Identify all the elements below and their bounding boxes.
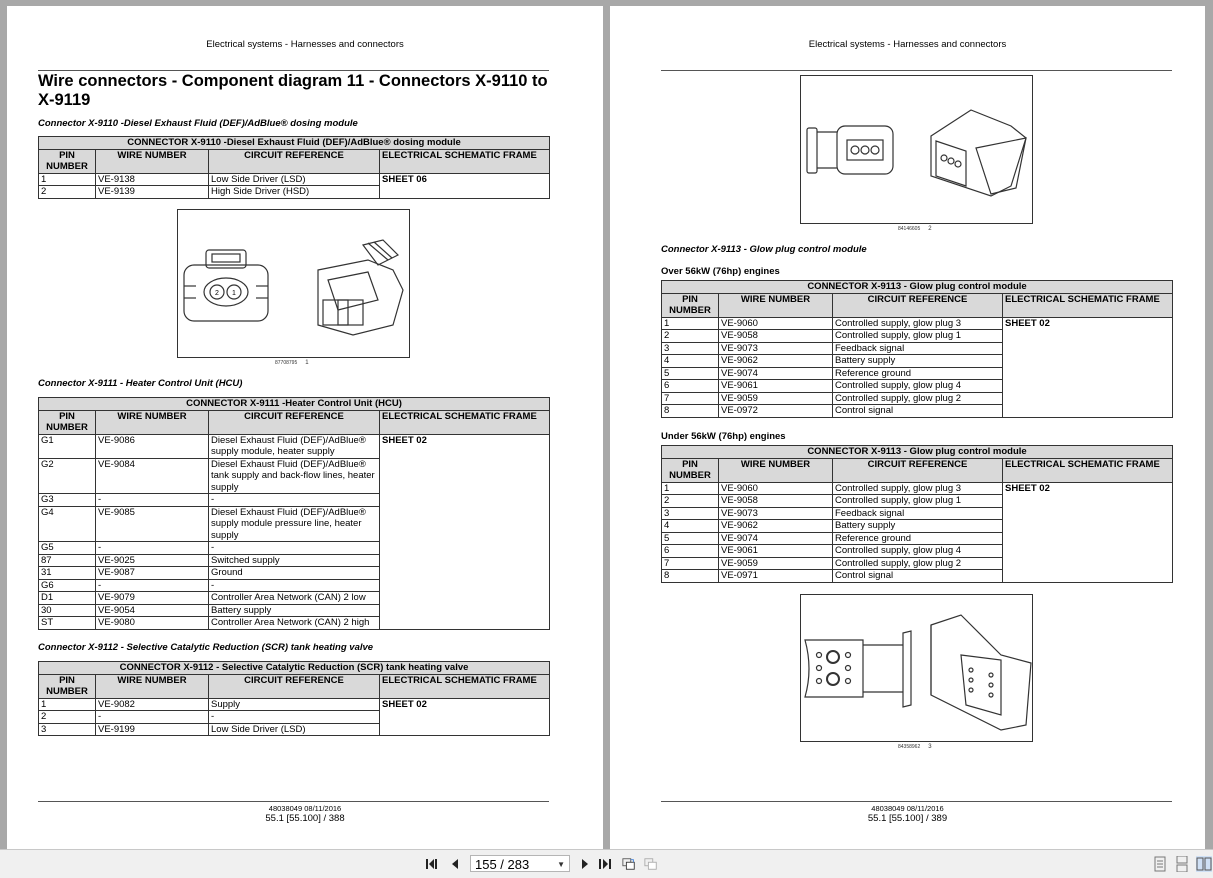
col-header-frame: ELECTRICAL SCHEMATIC FRAME (1003, 458, 1173, 482)
pin-cell: 3 (662, 507, 719, 520)
variant-label-under-56kw: Under 56kW (76hp) engines (661, 431, 786, 442)
pin-cell: G4 (39, 506, 96, 542)
circuit-cell: - (209, 494, 380, 507)
wire-cell: VE-9082 (96, 698, 209, 711)
section-caption-x9111: Connector X-9111 - Heater Control Unit (HCU) (38, 378, 243, 389)
circuit-cell: - (209, 711, 380, 724)
footer-doc-id: 48038049 08/11/2016 (871, 804, 944, 813)
first-page-button[interactable] (425, 857, 439, 871)
pin-cell: 2 (662, 330, 719, 343)
table-row (662, 317, 1173, 330)
wire-cell: VE-9062 (719, 520, 833, 533)
frame-cell: SHEET 02 (380, 698, 550, 736)
pin-cell: 1 (662, 482, 719, 495)
wire-cell: VE-0971 (719, 570, 833, 583)
pin-cell: G6 (39, 579, 96, 592)
col-header-circuit: CIRCUIT REFERENCE (209, 410, 380, 434)
variant-label-over-56kw: Over 56kW (76hp) engines (661, 266, 780, 277)
pin-cell: G5 (39, 542, 96, 555)
pin-cell: G1 (39, 434, 96, 458)
footer-rule (38, 801, 549, 802)
col-header-wire: WIRE NUMBER (719, 293, 833, 317)
figure-id: 87708795 (275, 360, 298, 366)
col-header-wire: WIRE NUMBER (719, 458, 833, 482)
pin-cell: 8 (662, 405, 719, 418)
figure-number: 2 (928, 226, 932, 232)
frame-cell: SHEET 02 (380, 434, 550, 629)
col-header-wire: WIRE NUMBER (96, 674, 209, 698)
col-header-frame: ELECTRICAL SCHEMATIC FRAME (1003, 293, 1173, 317)
figure-number: 1 (305, 360, 309, 366)
running-header: Electrical systems - Harnesses and connectors (206, 39, 404, 50)
pin-cell: 8 (662, 570, 719, 583)
figure-caption-1 (275, 360, 309, 366)
circuit-cell: Diesel Exhaust Fluid (DEF)/AdBlue® supply module pressure line, heater supply (209, 506, 380, 542)
wire-cell: VE-0972 (719, 405, 833, 418)
col-header-circuit: CIRCUIT REFERENCE (209, 149, 380, 173)
svg-text:1: 1 (232, 290, 236, 297)
wire-cell: VE-9199 (96, 723, 209, 736)
header-rule (38, 70, 549, 71)
footer-page-number: 55.1 [55.100] / 388 (265, 813, 345, 824)
figure-caption-2 (898, 226, 932, 232)
wire-cell: VE-9060 (719, 317, 833, 330)
pin-cell: 31 (39, 567, 96, 580)
circuit-cell: Battery supply (833, 520, 1003, 533)
figure-id: 84146605 (898, 226, 921, 232)
footer-page-number: 55.1 [55.100] / 389 (867, 813, 948, 824)
wire-cell: - (96, 494, 209, 507)
circuit-cell: Controller Area Network (CAN) 2 high (209, 617, 380, 630)
col-header-wire: WIRE NUMBER (96, 149, 209, 173)
table-title: CONNECTOR X-9113 - Glow plug control module (662, 281, 1173, 294)
pin-cell: 7 (662, 392, 719, 405)
pin-cell: 1 (39, 698, 96, 711)
circuit-cell: Diesel Exhaust Fluid (DEF)/AdBlue® tank supply and back-flow lines, heater supply (209, 458, 380, 494)
circuit-cell: Controlled supply, glow plug 3 (833, 317, 1003, 330)
frame-cell: SHEET 06 (380, 173, 550, 198)
pin-cell: 4 (662, 520, 719, 533)
wire-cell: - (96, 542, 209, 555)
svg-text:2: 2 (215, 290, 219, 297)
col-header-frame: ELECTRICAL SCHEMATIC FRAME (380, 674, 550, 698)
wire-cell: VE-9084 (96, 458, 209, 494)
table-row (662, 482, 1173, 495)
next-view-button[interactable] (644, 857, 658, 871)
wire-cell: VE-9074 (719, 367, 833, 380)
connector-table-x9111 (38, 397, 550, 630)
table-row (39, 698, 550, 711)
pin-cell: G2 (39, 458, 96, 494)
col-header-pin: PIN NUMBER (39, 410, 96, 434)
connector-table-x9113-under (661, 445, 1173, 583)
wire-cell: VE-9059 (719, 557, 833, 570)
pin-cell: 3 (662, 342, 719, 355)
wire-cell: VE-9086 (96, 434, 209, 458)
pin-cell: 7 (662, 557, 719, 570)
circuit-cell: Controlled supply, glow plug 2 (833, 392, 1003, 405)
connector-table-x9112 (38, 661, 550, 736)
pin-cell: 2 (39, 711, 96, 724)
pin-cell: 1 (662, 317, 719, 330)
continuous-page-icon (1174, 856, 1190, 872)
circuit-cell: Controlled supply, glow plug 4 (833, 380, 1003, 393)
two-page-icon (1196, 856, 1212, 872)
running-header: Electrical systems - Harnesses and connectors (808, 39, 1007, 50)
pin-cell: 87 (39, 554, 96, 567)
previous-view-icon (622, 856, 636, 872)
col-header-pin: PIN NUMBER (39, 674, 96, 698)
circuit-cell: Switched supply (209, 554, 380, 567)
single-page-icon (1152, 856, 1168, 872)
pin-cell: D1 (39, 592, 96, 605)
last-page-icon (598, 858, 612, 870)
circuit-cell: Ground (209, 567, 380, 580)
circuit-cell: Controlled supply, glow plug 4 (833, 545, 1003, 558)
pin-cell: 2 (39, 186, 96, 199)
wire-cell: VE-9061 (719, 545, 833, 558)
wire-cell: VE-9073 (719, 342, 833, 355)
circuit-cell: Diesel Exhaust Fluid (DEF)/AdBlue® supply module, heater supply (209, 434, 380, 458)
last-page-button[interactable] (598, 857, 612, 871)
previous-view-button[interactable] (622, 857, 636, 871)
page-389 (610, 6, 1205, 849)
wire-cell: VE-9138 (96, 173, 209, 186)
connector-figure-3 (800, 594, 1033, 742)
wire-cell: VE-9074 (719, 532, 833, 545)
circuit-cell: Battery supply (209, 604, 380, 617)
previous-page-button[interactable] (448, 857, 462, 871)
circuit-cell: Reference ground (833, 532, 1003, 545)
wire-cell: VE-9079 (96, 592, 209, 605)
table-title: CONNECTOR X-9110 -Diesel Exhaust Fluid (DEF)/AdBlue® dosing module (39, 137, 550, 150)
table-title: CONNECTOR X-9112 - Selective Catalytic Reduction (SCR) tank heating valve (39, 662, 550, 675)
frame-cell: SHEET 02 (1003, 482, 1173, 582)
wire-cell: VE-9058 (719, 330, 833, 343)
section-caption-x9112: Connector X-9112 - Selective Catalytic Reduction (SCR) tank heating valve (38, 642, 374, 653)
wire-cell: VE-9139 (96, 186, 209, 199)
section-caption-x9110: Connector X-9110 -Diesel Exhaust Fluid (DEF)/AdBlue® dosing module (38, 118, 358, 129)
wire-cell: VE-9087 (96, 567, 209, 580)
connector-table-x9110 (38, 136, 550, 199)
wire-cell: VE-9073 (719, 507, 833, 520)
circuit-cell: Control signal (833, 405, 1003, 418)
section-caption-x9113: Connector X-9113 - Glow plug control module (661, 244, 867, 255)
single-page-view-button[interactable] (1152, 856, 1168, 872)
table-row (39, 434, 550, 458)
connector-x9113-drawing-icon (801, 76, 1032, 223)
circuit-cell: Controlled supply, glow plug 3 (833, 482, 1003, 495)
col-header-frame: ELECTRICAL SCHEMATIC FRAME (380, 149, 550, 173)
wire-cell: VE-9059 (719, 392, 833, 405)
circuit-cell: Reference ground (833, 367, 1003, 380)
figure-id: 84358962 (898, 744, 921, 750)
footer-doc-id: 48038049 08/11/2016 (268, 804, 342, 813)
wire-cell: VE-9062 (719, 355, 833, 368)
pin-cell: 4 (662, 355, 719, 368)
wire-cell: - (96, 579, 209, 592)
circuit-cell: Supply (209, 698, 380, 711)
connector-table-x9113-over (661, 280, 1173, 418)
col-header-wire: WIRE NUMBER (96, 410, 209, 434)
table-title: CONNECTOR X-9113 - Glow plug control module (662, 446, 1173, 459)
previous-page-icon (450, 858, 460, 870)
figure-number: 3 (928, 744, 932, 750)
pin-cell: 6 (662, 545, 719, 558)
circuit-cell: Control signal (833, 570, 1003, 583)
page-indicator: 155 / 283 (475, 857, 530, 872)
pin-cell: 5 (662, 532, 719, 545)
circuit-cell: Low Side Driver (LSD) (209, 723, 380, 736)
wire-cell: VE-9085 (96, 506, 209, 542)
next-view-icon (644, 856, 658, 872)
circuit-cell: - (209, 542, 380, 555)
col-header-circuit: CIRCUIT REFERENCE (833, 293, 1003, 317)
wire-cell: VE-9054 (96, 604, 209, 617)
col-header-pin: PIN NUMBER (39, 149, 96, 173)
page-title: Wire connectors - Component diagram 11 - Connectors X-9110 to X-9119 (38, 72, 548, 109)
wire-cell: - (96, 711, 209, 724)
circuit-cell: Controlled supply, glow plug 2 (833, 557, 1003, 570)
pin-cell: 6 (662, 380, 719, 393)
col-header-pin: PIN NUMBER (662, 458, 719, 482)
connector-x9113-under-drawing-icon (801, 595, 1032, 741)
pin-cell: 2 (662, 495, 719, 508)
next-page-button[interactable] (578, 857, 592, 871)
pin-cell: ST (39, 617, 96, 630)
circuit-cell: Battery supply (833, 355, 1003, 368)
connector-figure-2 (800, 75, 1033, 224)
page-dropdown-icon[interactable]: ▼ (557, 860, 565, 869)
wire-cell: VE-9080 (96, 617, 209, 630)
wire-cell: VE-9060 (719, 482, 833, 495)
pin-cell: 30 (39, 604, 96, 617)
pin-cell: 1 (39, 173, 96, 186)
col-header-circuit: CIRCUIT REFERENCE (209, 674, 380, 698)
viewer-toolbar (0, 849, 1213, 878)
next-page-icon (580, 858, 590, 870)
circuit-cell: - (209, 579, 380, 592)
table-title: CONNECTOR X-9111 -Heater Control Unit (HCU) (39, 398, 550, 411)
circuit-cell: Feedback signal (833, 342, 1003, 355)
circuit-cell: Controlled supply, glow plug 1 (833, 330, 1003, 343)
circuit-cell: High Side Driver (HSD) (209, 186, 380, 199)
figure-caption-3 (898, 744, 932, 750)
pin-cell: 5 (662, 367, 719, 380)
circuit-cell: Feedback signal (833, 507, 1003, 520)
frame-cell: SHEET 02 (1003, 317, 1173, 417)
footer-rule (661, 801, 1172, 802)
page-388 (7, 6, 603, 849)
pin-cell: 3 (39, 723, 96, 736)
table-row (39, 173, 550, 186)
pin-cell: G3 (39, 494, 96, 507)
header-rule (661, 70, 1172, 71)
col-header-circuit: CIRCUIT REFERENCE (833, 458, 1003, 482)
continuous-view-button[interactable] (1174, 856, 1190, 872)
circuit-cell: Controller Area Network (CAN) 2 low (209, 592, 380, 605)
wire-cell: VE-9025 (96, 554, 209, 567)
two-page-view-button[interactable] (1196, 856, 1212, 872)
connector-figure-1 (177, 209, 410, 358)
circuit-cell: Controlled supply, glow plug 1 (833, 495, 1003, 508)
col-header-pin: PIN NUMBER (662, 293, 719, 317)
circuit-cell: Low Side Driver (LSD) (209, 173, 380, 186)
wire-cell: VE-9061 (719, 380, 833, 393)
first-page-icon (425, 858, 439, 870)
col-header-frame: ELECTRICAL SCHEMATIC FRAME (380, 410, 550, 434)
wire-cell: VE-9058 (719, 495, 833, 508)
connector-x9110-drawing-icon (178, 210, 409, 357)
page-number-input[interactable] (470, 855, 570, 872)
